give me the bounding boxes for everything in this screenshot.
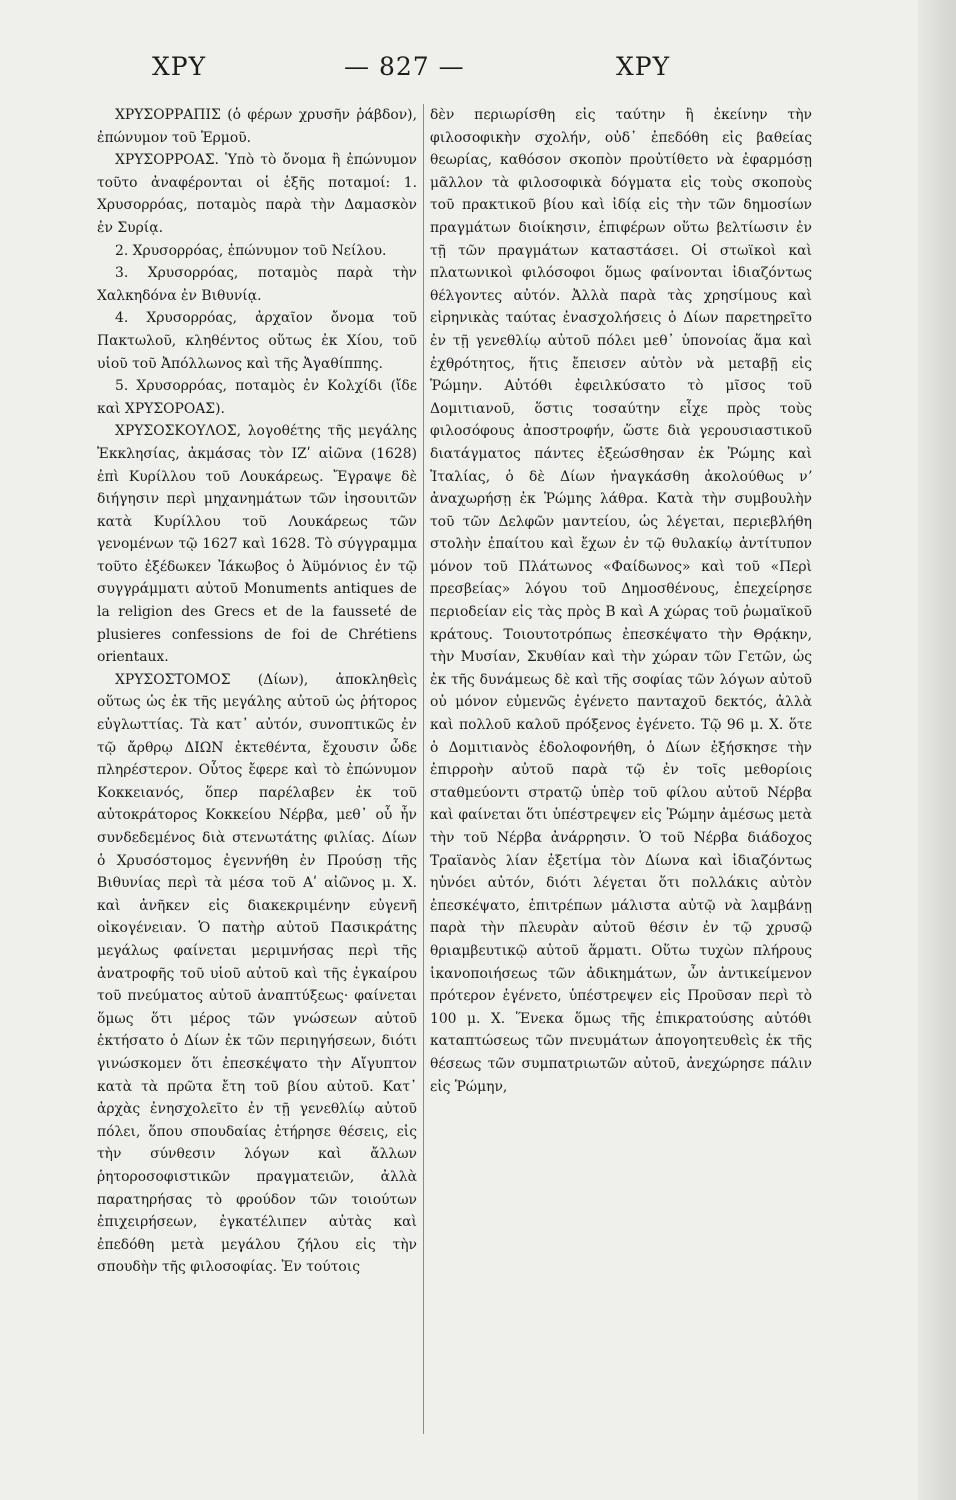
running-header	[96, 52, 816, 92]
header-left-guideword: ΧΡΥ	[152, 52, 207, 81]
entry-paragraph: 5. Χρυσορρόας, ποταμὸς ἐν Κολχίδι (ἴδε καὶ ΧΡΥΣΟΡΟΑΣ).	[97, 378, 417, 417]
entry-paragraph: ΧΡΥΣΟΡΡΟΑΣ. Ὑπὸ τὸ ὄνομα ἢ ἐπώνυμον τοῦτο ἀναφέρονται οἱ ἑξῆς ποταμοί: 1. Χρυσορρόας, ποταμὸς παρὰ τὴν Δαμασκὸν ἐν Συρίᾳ.	[97, 152, 417, 236]
page-number: — 827 —	[344, 52, 465, 81]
entry-paragraph: 4. Χρυσορρόας, ἀρχαῖον ὄνομα τοῦ Πακτωλοῦ, κληθέντος οὕτως ἐκ Χίου, τοῦ υἱοῦ τοῦ Ἀπόλλωνος καὶ τῆς Ἀγαθίππης.	[97, 310, 417, 372]
entry-paragraph: ΧΡΥΣΟΣΤΟΜΟΣ (Δίων), ἀποκληθεὶς οὕτως ὡς ἐκ τῆς μεγάλης αὐτοῦ ὡς ῥήτορος εὐγλωττίας. Τὰ κατ᾽ αὐτόν, συνοπτικῶς ἐν τῷ ἄρθρῳ ΔΙΩΝ ἐκτεθέντα, ἔχουσιν ὧδε πληρέστερον. Οὗτος ἔφερε καὶ τὸ ἐπώνυμον Κοκκειανός, ὅπερ παρέλαβεν ἐκ τοῦ αὐτοκράτορος Κοκκείου Νέρβα, μεθ᾽ οὗ ἦν συνδεδεμένος διὰ στενωτάτης φιλίας. Δίων ὁ Χρυσόστομος ἐγεννήθη ἐν Προύσῃ τῆς Βιθυνίας περὶ τὰ μέσα τοῦ Αʹ αἰῶνος μ. Χ. καὶ ἀνῆκεν εἰς διακεκριμένην εὐγενῆ οἰκογένειαν. Ὁ πατὴρ αὐτοῦ Πασικράτης μεγάλως φαίνεται μεριμνήσας περὶ τῆς ἀνατροφῆς τοῦ υἱοῦ αὐτοῦ καὶ τῆς ἐγκαίρου τοῦ πνεύματος αὐτοῦ ἀναπτύξεως· φαίνεται ὅμως ὅτι μέρος τῶν γνώσεων αὐτοῦ ἐκτήσατο ὁ Δίων ἐκ τῶν περιηγήσεων, διότι γινώσκομεν ὅτι ἐπεσκέψατο τὴν Αἴγυπτον κατὰ τὰ πρῶτα ἔτη τοῦ βίου αὐτοῦ. Κατ᾽ ἀρχὰς ἐνησχολεῖτο ἐν τῇ γενεθλίῳ αὐτοῦ πόλει, ὅπου σπουδαίας ἐτήρησε θέσεις, εἰς τὴν σύνθεσιν λόγων καὶ ἄλλων ῥητοροσοφιστικῶν πραγματειῶν, ἀλλὰ παρατηρήσας τὸ φρούδον τῶν τοιούτων ἐπιχειρήσεων, ἐγκατέλιπεν αὐτὰς καὶ ἐπεδόθη μετὰ μεγάλου ζήλου εἰς τὴν σπουδὴν τῆς φιλοσοφίας. Ἐν τούτοις	[97, 671, 417, 1276]
column-divider	[423, 104, 424, 1434]
header-right-guideword: ΧΡΥ	[616, 52, 671, 81]
entry-paragraph: ΧΡΥΣΟΣΚΟΥΛΟΣ, λογοθέτης τῆς μεγάλης Ἐκκλησίας, ἀκμάσας τὸν ΙΖʹ αἰῶνα (1628) ἐπὶ Κυρίλλου τοῦ Λουκάρεως. Ἔγραψε δὲ διήγησιν περὶ μηχανημάτων τῶν ἰησουιτῶν κατὰ Κυρίλλου τοῦ Λουκάρεως τῶν γενομένων τῷ 1627 καὶ 1628. Τὸ σύγγραμμα τοῦτο ἐξέδωκεν Ἰάκωβος ὁ Ἀϋμόνιος ἐν τῷ συγγράμματι αὐτοῦ Monuments antiques de la religion des Grecs et de la fausseté de plusieres confessions de foi de Chrétiens orientaux.	[97, 423, 417, 666]
entry-paragraph: δὲν περιωρίσθη εἰς ταύτην ἢ ἐκείνην τὴν φιλοσοφικὴν σχολήν, οὐδ᾽ ἐπεδόθη εἰς βαθείας θεωρίας, καθόσον σκοπὸν προὐτίθετο νὰ ἐφαρμόσῃ μᾶλλον τὰ φιλοσοφικὰ δόγματα εἰς τοὺς σκοποὺς τοῦ πρακτικοῦ βίου καὶ ἰδίᾳ εἰς τὴν τῶν δημοσίων πραγμάτων διοίκησιν, ἐπιφέρων οὕτω βελτίωσιν ἐν τῇ τῶν πραγμάτων καταστάσει. Οἱ στωϊκοὶ καὶ πλατωνικοὶ φιλόσοφοι ὅμως φαίνονται ἰδιαζόντως θέλγοντες αὐτόν. Ἀλλὰ παρὰ τὰς χρησίμους καὶ εἰρηνικὰς ταύτας ἐνασχολήσεις ὁ Δίων παρετηρεῖτο ἐν τῇ γενεθλίῳ αὐτοῦ πόλει μεθ᾽ ὑπονοίας ἅμα καὶ ἐχθρότητος, ἥτις ἔπεισεν αὐτὸν νὰ μεταβῇ εἰς Ῥώμην. Αὐτόθι ἐφειλκύσατο τὸ μῖσος τοῦ Δομιτιανοῦ, ὅστις τοσαύτην εἶχε πρὸς τοὺς φιλοσόφους ἀποστροφήν, ὥστε διὰ γερουσιαστικοῦ διατάγματος πάντες ἐξεώσθησαν ἐκ Ῥώμης καὶ Ἰταλίας, ὁ δὲ Δίων ἠναγκάσθη ἀκολούθως νʼ ἀναχωρήσῃ ἐκ Ῥώμης λάθρα. Κατὰ τὴν συμβουλὴν τοῦ τῶν Δελφῶν μαντείου, ὡς λέγεται, περιεβλήθη στολὴν ἐπαίτου καὶ ἔχων ἐν τῷ θυλακίῳ ἀντίτυπον μόνον τοῦ Πλάτωνος «Φαίδωνος» καὶ τοῦ «Περὶ πρεσβείας» λόγου τοῦ Δημοσθένους, ἐπεχείρησε περιοδείαν εἰς τὰς πρὸς Β καὶ Α χώρας τοῦ ῥωμαϊκοῦ κράτους. Τοιουτοτρόπως ἐπεσκέψατο τὴν Θρᾴκην, τὴν Μυσίαν, Σκυθίαν καὶ τὴν χώραν τῶν Γετῶν, ὡς ἐκ τῆς δυνάμεως δὲ καὶ τῆς σοφίας τῶν λόγων αὐτοῦ οὐ μόνον εὐμενῶς ἐγένετο πανταχοῦ δεκτός, ἀλλὰ καὶ πολλοῦ καλοῦ πρόξενος ἐγένετο. Τῷ 96 μ. Χ. ὅτε ὁ Δομιτιανὸς ἐδολοφονήθη, ὁ Δίων ἐξήσκησε τὴν ἐπιρροὴν αὐτοῦ παρὰ τῷ ἐν τοῖς μεθορίοις σταθμεύοντι στρατῷ ὑπὲρ τοῦ φίλου αὐτοῦ Νέρβα καὶ φαίνεται ὅτι ὑπέστρεψεν εἰς Ῥώμην ἀμέσως μετὰ τὴν τοῦ Νέρβα ἀνάρρησιν. Ὁ τοῦ Νέρβα διάδοχος Τραϊανὸς λίαν ἐξετίμα τὸν Δίωνα καὶ ἰδιαζόντως ηὐνόει αὐτόν, διότι λέγεται ὅτι πολλάκις αὐτὸν ἐπεσκέψατο, ἐπιτρέπων μάλιστα αὐτῷ νὰ λαμβάνῃ παρὰ τὴν πλευρὰν αὐτοῦ θέσιν ἐν τῷ χρυσῷ θριαμβευτικῷ αὐτοῦ ἅρματι. Οὕτω τυχὼν πλήρους ἱκανοποιήσεως τῶν ἀδικημάτων, ὧν ἀντικείμενον πρότερον ἐγένετο, ὑπέστρεψεν εἰς Προῦσαν περὶ τὸ 100 μ. Χ. Ἕνεκα ὅμως τῆς ἐπικρατούσης αὐτόθι καταπτώσεως τῶν πνευμάτων ἀπογοητευθεὶς ἐκ τῆς θέσεως τῶν συμπατριωτῶν αὐτοῦ, ἀνεχώρησε πάλιν εἰς Ῥώμην,	[430, 107, 812, 1095]
left-column	[97, 104, 417, 1454]
page-edge-shadow	[918, 0, 956, 1500]
entry-paragraph: 2. Χρυσορρόας, ἐπώνυμον τοῦ Νείλου.	[115, 242, 387, 259]
right-column	[430, 104, 812, 1454]
entry-paragraph: ΧΡΥΣΟΡΡΑΠΙΣ (ὁ φέρων χρυσῆν ῥάβδον), ἐπώνυμον τοῦ Ἑρμοῦ.	[97, 107, 417, 146]
entry-paragraph: 3. Χρυσορρόας, ποταμὸς παρὰ τὴν Χαλκηδόνα ἐν Βιθυνίᾳ.	[97, 265, 417, 304]
